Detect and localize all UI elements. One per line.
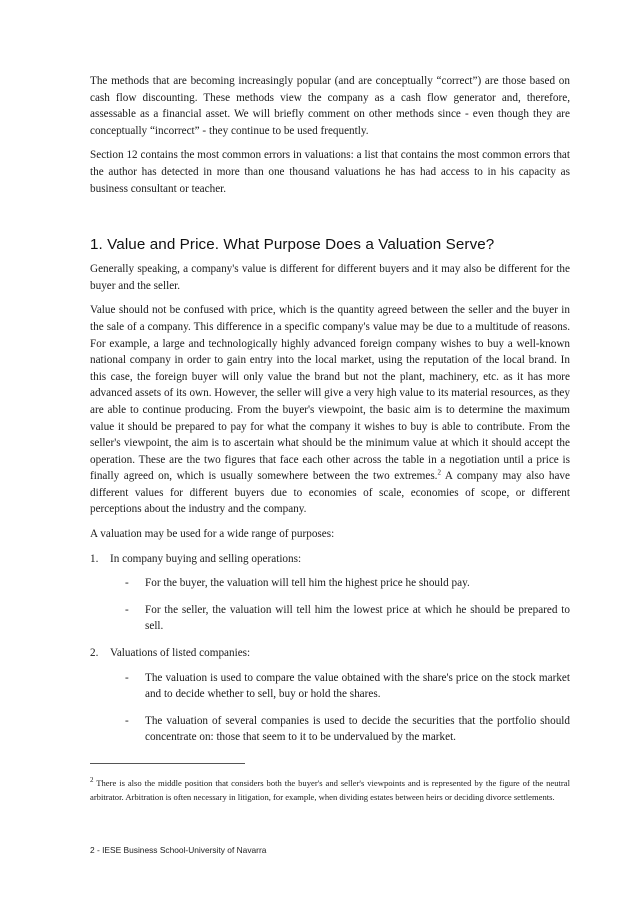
- list-subitem: [90, 670, 570, 703]
- page-body: [90, 73, 570, 756]
- list-item: [90, 551, 570, 568]
- intro-paragraph-2: Section 12 contains the most common errors in valuations: a list that contains the most common errors that the author has detected in more than one thousand valuations he has had access to in his capacity as business consultant or teacher.: [90, 149, 570, 195]
- list-number: 1.: [90, 552, 99, 565]
- subitem-text: The valuation is used to compare the value obtained with the share's price on the stock market and to decide whether to sell, buy or hold the shares.: [145, 671, 570, 701]
- subitem-text: For the seller, the valuation will tell him the lowest price at which he should be prepared to sell.: [145, 603, 570, 633]
- section-paragraph-2-continued: A company may also have different values for different buyers due to economies of scale, economies of scope, or different perceptions about the industry and the company.: [90, 470, 570, 516]
- list-subitem: [90, 713, 570, 746]
- page-footer: 2 - IESE Business School-University of Navarra: [90, 845, 267, 855]
- dash-bullet: -: [125, 603, 129, 616]
- section-paragraph-1: Generally speaking, a company's value is different for different buyers and it may also be different for the buyer and the seller.: [90, 263, 570, 292]
- dash-bullet: -: [125, 714, 129, 727]
- list-subitem: [90, 575, 570, 592]
- list-item: [90, 645, 570, 662]
- list-subitem: [90, 602, 570, 635]
- subitem-text: For the buyer, the valuation will tell him the highest price he should pay.: [145, 577, 470, 590]
- footnote-marker: 2: [90, 776, 94, 785]
- dash-bullet: -: [125, 671, 129, 684]
- footnote-reference[interactable]: 2: [437, 468, 441, 477]
- intro-paragraph-1: The methods that are becoming increasingly popular (and are conceptually “correct”) are those based on cash flow discounting. These methods view the company as a cash flow generator and, therefore, assessable as a financial asset. We will briefly comment on other methods since - even though they are conceptually “incorrect” - they continue to be used frequently.: [90, 75, 570, 137]
- footnote: [90, 777, 570, 804]
- section-paragraph-2: [90, 302, 570, 518]
- list-label: Valuations of listed companies:: [110, 647, 251, 660]
- section-paragraph-3: A valuation may be used for a wide range of purposes:: [90, 528, 335, 541]
- subitem-text: The valuation of several companies is used to decide the securities that the portfolio should concentrate on: those that seem to it to be undervalued by the market.: [145, 714, 570, 744]
- list-label: In company buying and selling operations:: [110, 552, 302, 565]
- section-heading: 1. Value and Price. What Purpose Does a Valuation Serve?: [90, 236, 495, 254]
- dash-bullet: -: [125, 577, 129, 590]
- footnote-text: There is also the middle position that considers both the buyer's and seller's viewpoints and is represented by the figure of the neutral arbitrator. Arbitration is often necessary in litigation, for example, when dividing estates between heirs or deciding divorce settlements.: [90, 778, 570, 802]
- section-paragraph-2-text: Value should not be confused with price, which is the quantity agreed between the seller and the buyer in the sale of a company. This difference in a specific company's value may be due to a multitude of reasons. For example, a large and technologically highly advanced foreign company wishes to buy a well-known national company in order to gain entry into the local market, using the reputation of the local brand. In this case, the foreign buyer will only value the brand but not the plant, machinery, etc. as it has more advanced assets of its own. However, the seller will give a very high value to its material resources, as they are able to continue producing. From the buyer's viewpoint, the basic aim is to determine the maximum value it should be prepared to pay for what the company it wishes to buy is able to contribute. From the seller's viewpoint, the aim is to ascertain what should be the minimum value at which it should accept the operation. These are the two figures that face each other across the table in a negotiation until a price is finally agreed on, which is usually somewhere between the two extremes.: [90, 304, 570, 483]
- list-number: 2.: [90, 647, 99, 660]
- footnote-divider: [90, 763, 245, 764]
- section-spacer: [90, 205, 570, 235]
